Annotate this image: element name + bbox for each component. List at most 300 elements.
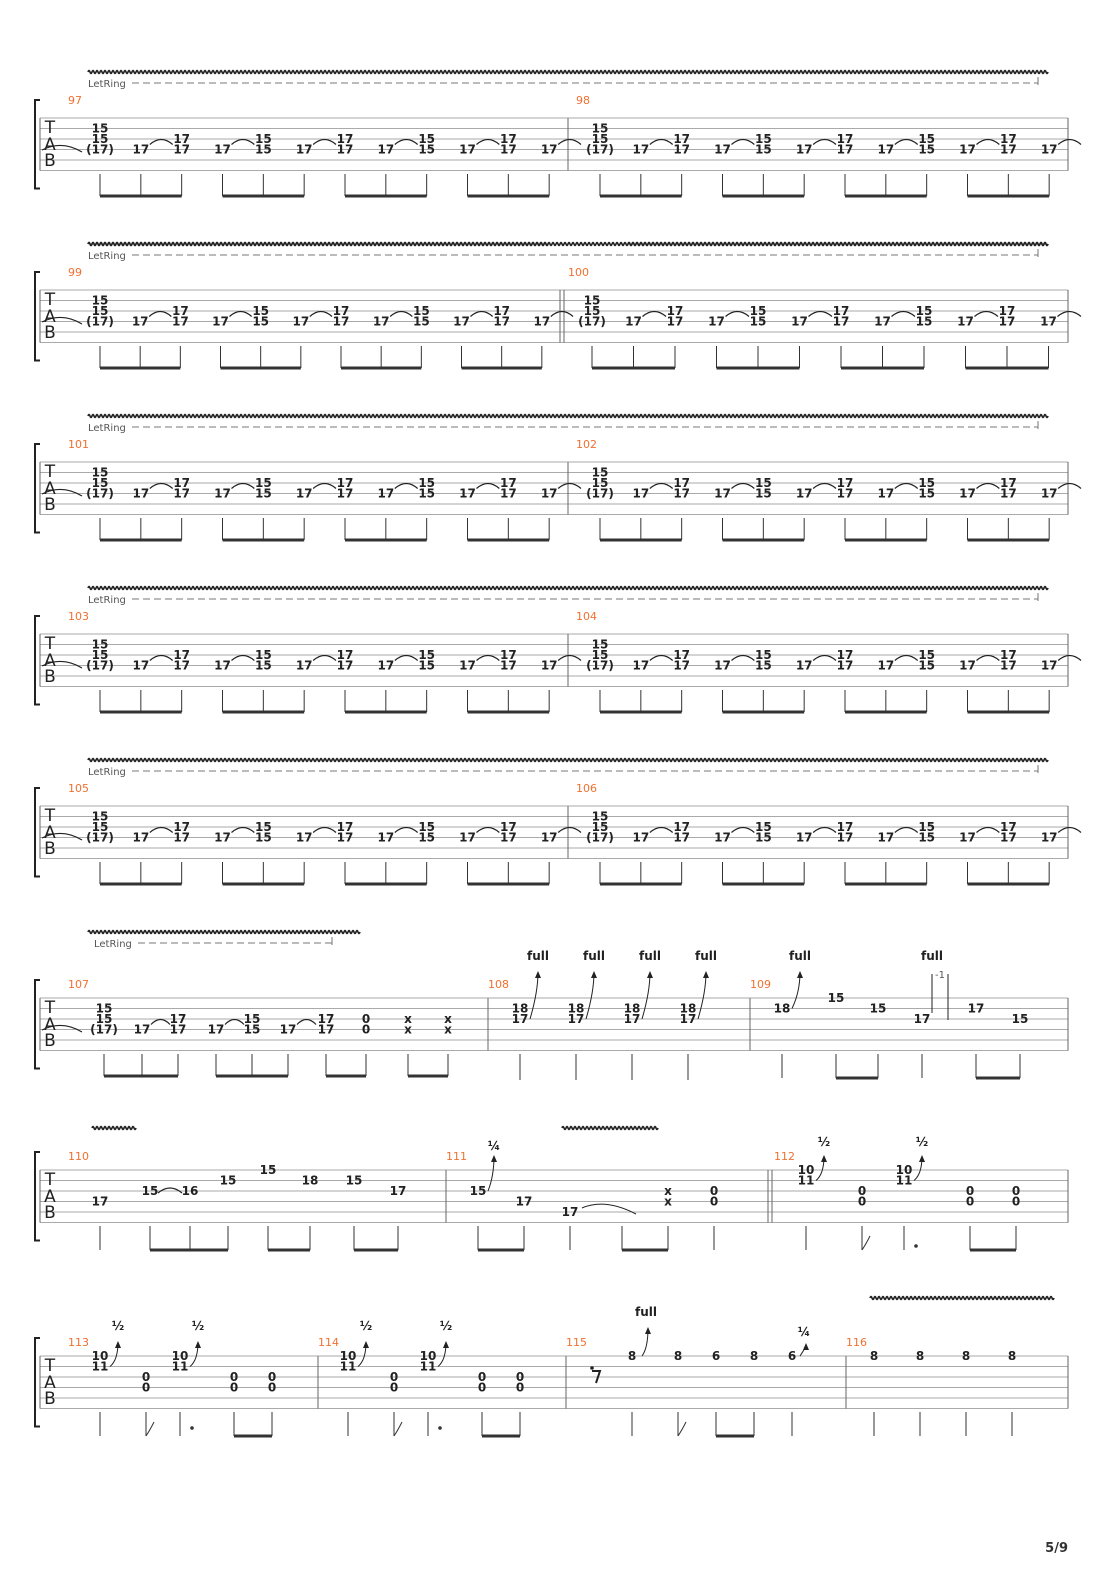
- fret-number: (17): [86, 314, 114, 329]
- measure-number: 97: [68, 94, 82, 107]
- bend-arrowhead: [491, 1155, 497, 1162]
- tab-letter-b: B: [44, 1031, 56, 1051]
- vibrato-wave: [88, 243, 548, 246]
- tie-slur: [313, 656, 336, 661]
- dead-note: x: [404, 1022, 412, 1037]
- note-event: [755, 476, 772, 540]
- fret-number: 17: [459, 486, 476, 501]
- fret-number: 15: [91, 637, 109, 652]
- fret-number: 6: [787, 1349, 797, 1363]
- fret-number: 8: [1007, 1349, 1017, 1363]
- bend-label: full: [635, 1305, 657, 1319]
- tie-slur: [471, 312, 493, 317]
- fret-number: 15: [252, 304, 270, 318]
- tie-slur: [395, 484, 418, 489]
- tab-letter-t: T: [44, 634, 56, 654]
- fret-number: 15: [754, 820, 772, 834]
- note-event: [500, 476, 517, 540]
- fret-number: 15: [254, 142, 272, 157]
- note-event: [959, 828, 999, 885]
- note-event: [673, 132, 690, 196]
- vibrato-wave: [88, 587, 1048, 590]
- fret-number: 0: [141, 1380, 151, 1395]
- vibrato-wave: [88, 415, 1048, 418]
- fret-number: 11: [171, 1359, 189, 1374]
- system-8: [35, 1297, 1068, 1437]
- fret-number: 17: [295, 658, 313, 673]
- system-bracket: [35, 980, 40, 1069]
- note-event: [337, 132, 354, 196]
- note-event: [750, 304, 767, 368]
- bend-label: full: [639, 949, 661, 963]
- vibrato-wave: [562, 1127, 658, 1130]
- fret-number: 15: [749, 304, 767, 318]
- note-event: [418, 648, 435, 712]
- fret-number: 17: [836, 648, 854, 662]
- note-event: [296, 484, 336, 541]
- measure-number: 108: [488, 978, 509, 991]
- tie-slur: [558, 656, 581, 661]
- note-event: [918, 132, 935, 196]
- note-event: [673, 648, 690, 712]
- note-event: [214, 484, 254, 541]
- measure-number: 107: [68, 978, 89, 991]
- fret-number: 15: [918, 476, 936, 490]
- fret-number: (17): [586, 658, 614, 673]
- tie-slur: [977, 656, 1000, 661]
- fret-number: 10: [91, 1349, 109, 1363]
- fret-number: 17: [959, 142, 976, 157]
- system-bracket: [35, 616, 40, 705]
- vibrato-wave: [88, 71, 1048, 74]
- fret-number: 15: [252, 314, 270, 329]
- tie-slur: [230, 312, 252, 317]
- fret-number: 0: [857, 1184, 867, 1198]
- fret-number: 17: [836, 830, 854, 845]
- fret-number: 17: [332, 304, 350, 318]
- fret-number: 15: [749, 314, 767, 329]
- bend-arrowhead: [115, 1341, 121, 1348]
- fret-number: 0: [389, 1380, 399, 1395]
- note-event: [959, 656, 999, 713]
- measure-number: 101: [68, 438, 89, 451]
- tie-slur: [1058, 828, 1081, 833]
- fret-number: 15: [918, 142, 936, 157]
- note-event: [255, 820, 272, 884]
- fret-number: 15: [469, 1184, 487, 1198]
- note-event: [837, 476, 854, 540]
- bend-label: ½: [191, 1319, 205, 1333]
- fret-number: 17: [317, 1012, 335, 1026]
- fret-number: 17: [913, 1012, 931, 1026]
- tie-slur: [975, 312, 999, 317]
- system-bracket: [35, 444, 40, 533]
- measure-number: 112: [774, 1150, 795, 1163]
- fret-number: 17: [214, 830, 231, 845]
- fret-number: 17: [499, 142, 517, 157]
- fret-number: 17: [173, 476, 191, 490]
- bend-arrowhead: [535, 971, 541, 978]
- fret-number: 15: [91, 476, 109, 490]
- note-event: [533, 312, 573, 369]
- tab-letter-a: A: [44, 1187, 56, 1207]
- note-event: [214, 656, 254, 713]
- fret-number: 8: [869, 1349, 879, 1363]
- fret-number: 17: [708, 314, 725, 329]
- fret-number: 17: [493, 304, 511, 318]
- systems-layer: [35, 71, 1081, 1437]
- bend-arrowhead: [443, 1341, 449, 1348]
- fret-number: 15: [591, 809, 609, 824]
- note-event: [755, 820, 772, 884]
- tie-slur: [809, 312, 833, 317]
- note-event: [214, 828, 254, 885]
- note-event: [1041, 656, 1081, 713]
- fret-number: 11: [91, 1359, 109, 1374]
- fret-number: 15: [754, 486, 772, 501]
- note-event: [714, 828, 754, 885]
- fret-number: 17: [499, 486, 517, 501]
- fret-number: 17: [295, 486, 313, 501]
- fret-number: 15: [918, 132, 936, 146]
- fret-number: 17: [836, 658, 854, 673]
- fret-number: 15: [591, 465, 609, 480]
- tie-slur: [395, 140, 418, 145]
- note-event: [86, 122, 114, 197]
- note-event: [755, 132, 772, 196]
- fret-number: 17: [632, 486, 650, 501]
- tie-slur: [390, 312, 412, 317]
- note-event: [296, 656, 336, 713]
- note-event: [500, 820, 517, 884]
- fret-number: (17): [86, 142, 114, 157]
- fret-number: 17: [877, 658, 895, 673]
- note-event: [959, 484, 999, 541]
- note-event: [255, 132, 272, 196]
- fret-number: 11: [895, 1173, 913, 1188]
- let-ring-label: LetRing: [88, 595, 126, 606]
- fret-number: 0: [389, 1370, 399, 1384]
- fret-number: 17: [295, 142, 313, 157]
- tie-slur: [232, 828, 255, 833]
- system-bracket: [35, 272, 40, 361]
- note-event: [337, 476, 354, 540]
- note-event: [252, 304, 269, 368]
- fret-number: 17: [332, 314, 350, 329]
- fret-number: 10: [895, 1163, 913, 1177]
- flag: [394, 1422, 402, 1436]
- fret-number: 15: [918, 830, 936, 845]
- vibrato-wave: [628, 243, 1048, 246]
- note-event: [714, 484, 754, 541]
- tie-slur: [558, 828, 581, 833]
- tie-slur: [813, 828, 836, 833]
- fret-number: 0: [361, 1012, 371, 1026]
- fret-number: 17: [317, 1022, 335, 1037]
- tie-slur: [813, 484, 836, 489]
- fret-number: (17): [578, 314, 606, 329]
- fret-number: 15: [754, 132, 772, 146]
- note-event: [837, 820, 854, 884]
- note-event: [714, 656, 754, 713]
- dead-note: x: [444, 1012, 452, 1026]
- dot: [190, 1426, 194, 1430]
- fret-number: 15: [915, 314, 933, 329]
- fret-number: 17: [173, 830, 191, 845]
- note-event: [173, 476, 190, 540]
- tab-letter-b: B: [44, 839, 56, 859]
- fret-number: 0: [141, 1370, 151, 1384]
- note-event: [877, 828, 917, 885]
- note-event: [877, 484, 917, 541]
- note-event: [86, 294, 114, 369]
- system-bracket: [35, 100, 40, 189]
- fret-number: 17: [499, 820, 517, 834]
- fret-number: 17: [540, 658, 558, 673]
- fret-number: 17: [499, 132, 517, 146]
- bend-arrow: [642, 972, 650, 1019]
- fret-number: 17: [1040, 486, 1058, 501]
- fret-number: 18: [773, 1001, 791, 1016]
- note-event: [1000, 476, 1017, 540]
- fret-number: 17: [173, 820, 191, 834]
- note-event: [413, 304, 430, 368]
- fret-number: 15: [412, 314, 430, 329]
- note-event: [292, 312, 332, 369]
- fret-number: 17: [959, 486, 976, 501]
- fret-number: 15: [254, 820, 272, 834]
- tie-slur: [813, 140, 836, 145]
- fret-number: 17: [511, 1012, 529, 1026]
- fret-number: 17: [836, 142, 854, 157]
- fret-number: 17: [493, 314, 511, 329]
- tab-letter-a: A: [44, 307, 56, 327]
- fret-number: 17: [836, 820, 854, 834]
- fret-number: 17: [336, 486, 354, 501]
- note-event: [459, 656, 499, 713]
- fret-number: 15: [95, 1012, 113, 1026]
- note-event: [837, 132, 854, 196]
- fret-number: 17: [967, 1001, 985, 1016]
- fret-number: 15: [95, 1001, 113, 1016]
- note-event: [916, 304, 933, 368]
- fret-number: 0: [267, 1370, 277, 1384]
- note-event: [453, 312, 493, 369]
- fret-number: 15: [418, 476, 436, 490]
- fret-number: 17: [1040, 658, 1058, 673]
- note-event: [86, 466, 114, 541]
- measure-number: 114: [318, 1336, 339, 1349]
- fret-number: 17: [377, 486, 395, 501]
- tab-letter-a: A: [44, 651, 56, 671]
- note-event: [377, 140, 417, 197]
- fret-number: 17: [459, 658, 476, 673]
- slide: [582, 1204, 636, 1214]
- tie-slur: [650, 484, 673, 489]
- fret-number: 0: [515, 1370, 525, 1384]
- fret-number: 17: [998, 314, 1016, 329]
- fret-number: 0: [229, 1380, 239, 1395]
- fret-number: 17: [666, 314, 684, 329]
- tab-letter-b: B: [44, 151, 56, 171]
- note-event: [632, 828, 672, 885]
- fret-number: (17): [586, 486, 614, 501]
- fret-number: (17): [586, 830, 614, 845]
- tab-letter-a: A: [44, 1015, 56, 1035]
- fret-number: 17: [832, 314, 850, 329]
- tie-slur: [149, 312, 171, 317]
- fret-number: 17: [632, 142, 650, 157]
- fret-number: 17: [295, 830, 313, 845]
- note-event: [337, 648, 354, 712]
- fret-number: 10: [339, 1349, 357, 1363]
- fret-number: 15: [591, 820, 609, 834]
- fret-number: 15: [591, 476, 609, 490]
- fret-number: 17: [623, 1012, 641, 1026]
- fret-number: 17: [836, 486, 854, 501]
- measure-number: 99: [68, 266, 82, 279]
- dot: [590, 1366, 594, 1370]
- prebend-value: -1: [935, 970, 945, 981]
- fret-number: 15: [345, 1173, 363, 1188]
- fret-number: 17: [999, 142, 1017, 157]
- note-event: [296, 828, 336, 885]
- note-event: [1000, 820, 1017, 884]
- tie-slur: [1058, 656, 1081, 661]
- tie-slur: [1058, 140, 1081, 145]
- fret-number: 15: [91, 820, 109, 834]
- bend-label: full: [583, 949, 605, 963]
- fret-number: 17: [499, 830, 517, 845]
- fret-number: 17: [459, 830, 476, 845]
- fret-number: 17: [673, 830, 691, 845]
- tie-slur: [232, 140, 255, 145]
- note-event: [877, 656, 917, 713]
- fret-number: 17: [998, 304, 1016, 318]
- tab-letter-b: B: [44, 495, 56, 515]
- fret-number: 17: [673, 476, 691, 490]
- fret-number: 18: [567, 1001, 585, 1016]
- note-event: [373, 312, 413, 369]
- fret-number: 15: [91, 648, 109, 662]
- fret-number: 0: [267, 1380, 277, 1395]
- note-event: [172, 304, 189, 368]
- fret-number: 15: [254, 132, 272, 146]
- bend-arrowhead: [703, 971, 709, 978]
- note-event: [999, 304, 1016, 368]
- tab-letter-a: A: [44, 823, 56, 843]
- fret-number: 15: [591, 132, 609, 146]
- bend-label: ½: [111, 1319, 125, 1333]
- fret-number: 15: [418, 830, 436, 845]
- note-event: [586, 466, 614, 541]
- tie-slur: [977, 484, 1000, 489]
- measure-number: 105: [68, 782, 89, 795]
- measure-number: 111: [446, 1150, 467, 1163]
- note-event: [918, 820, 935, 884]
- note-event: [625, 312, 666, 369]
- fret-number: 17: [214, 658, 231, 673]
- note-event: [214, 140, 254, 197]
- measure-number: 100: [568, 266, 589, 279]
- tab-letter-t: T: [44, 1170, 56, 1190]
- measure-number: 113: [68, 1336, 89, 1349]
- note-event: [459, 828, 499, 885]
- tie-slur: [225, 1020, 244, 1025]
- fret-number: 17: [673, 142, 691, 157]
- fret-number: 15: [418, 132, 436, 146]
- tie-slur: [150, 140, 173, 145]
- measure-number: 106: [576, 782, 597, 795]
- fret-number: 15: [915, 304, 933, 318]
- note-event: [877, 140, 917, 197]
- bend-label: full: [921, 949, 943, 963]
- fret-number: 17: [540, 142, 558, 157]
- fret-number: 15: [583, 293, 601, 308]
- tab-letter-t: T: [44, 806, 56, 826]
- fret-number: 11: [797, 1173, 815, 1188]
- fret-number: 0: [477, 1370, 487, 1384]
- tie-slur: [310, 312, 332, 317]
- fret-number: 0: [709, 1184, 719, 1198]
- fret-number: 17: [795, 658, 813, 673]
- note-event: [837, 648, 854, 712]
- note-event: [86, 638, 114, 713]
- fret-number: 17: [292, 314, 310, 329]
- fret-number: 15: [754, 142, 772, 157]
- note-event: [337, 820, 354, 884]
- note-event: [459, 484, 499, 541]
- note-event: [833, 304, 850, 368]
- note-event: [377, 656, 417, 713]
- fret-number: 17: [389, 1184, 407, 1198]
- dead-note: x: [664, 1194, 672, 1209]
- note-event: [1041, 484, 1081, 541]
- note-event: [1000, 132, 1017, 196]
- fret-number: 15: [243, 1012, 261, 1026]
- fret-number: 0: [709, 1194, 719, 1209]
- fret-number: 15: [91, 293, 109, 308]
- fret-number: 18: [511, 1001, 529, 1016]
- note-event: [632, 140, 672, 197]
- tie-slur: [150, 484, 173, 489]
- vibrato-wave: [88, 931, 360, 934]
- tie-slur: [650, 656, 673, 661]
- fret-number: 8: [915, 1349, 925, 1363]
- note-event: [796, 828, 836, 885]
- tie-slur: [151, 1020, 170, 1025]
- dead-note: x: [664, 1184, 672, 1198]
- bend-arrowhead: [195, 1341, 201, 1348]
- fret-number: 17: [714, 142, 731, 157]
- note-event: [673, 820, 690, 884]
- fret-number: 0: [229, 1370, 239, 1384]
- tie-slur: [1058, 312, 1082, 317]
- system-3: [35, 415, 1081, 541]
- tab-letter-t: T: [44, 1356, 56, 1376]
- note-event: [132, 828, 172, 885]
- fret-number: 17: [279, 1022, 297, 1037]
- note-event: [673, 476, 690, 540]
- fret-number: 15: [918, 648, 936, 662]
- tie-slur: [977, 140, 1000, 145]
- tie-slur: [1058, 484, 1081, 489]
- note-event: [212, 312, 252, 369]
- fret-number: 15: [141, 1184, 159, 1198]
- fret-number: 17: [999, 132, 1017, 146]
- tie-slur: [150, 656, 173, 661]
- tab-letter-a: A: [44, 479, 56, 499]
